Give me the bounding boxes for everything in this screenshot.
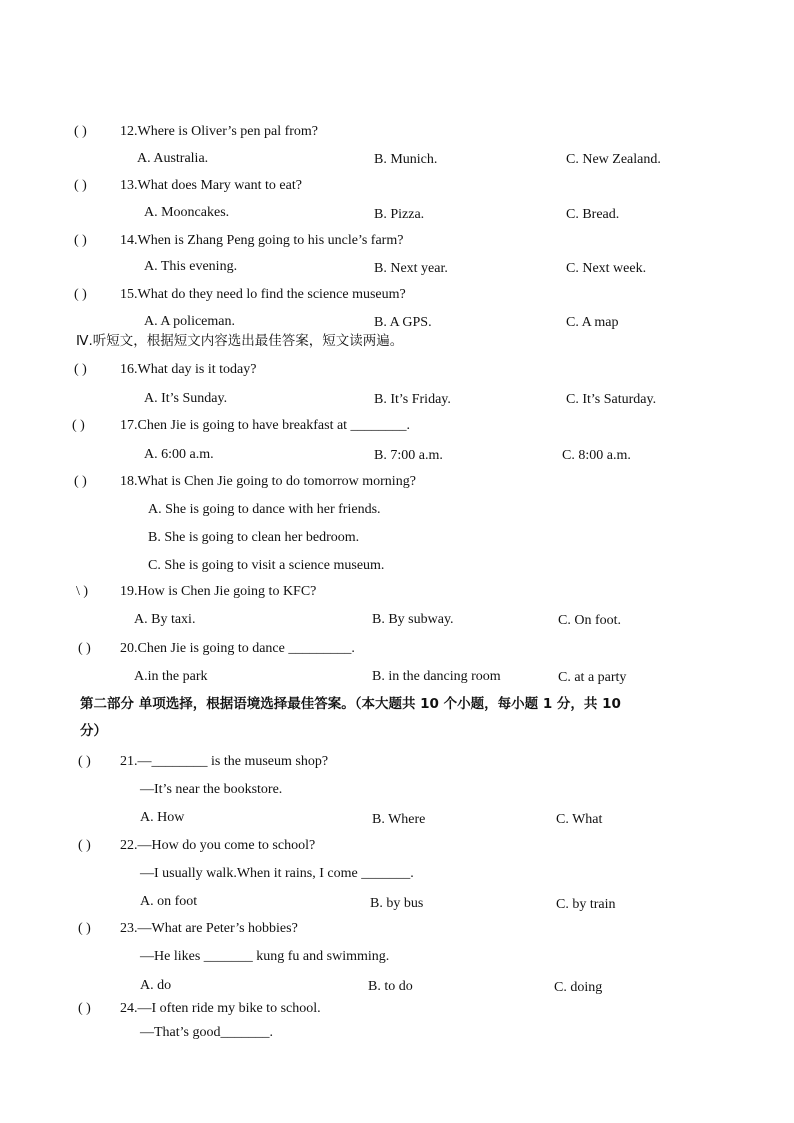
question-stem: Where is Oliver’s pen pal from?	[137, 124, 319, 139]
question-14	[120, 232, 403, 250]
question-20	[120, 640, 355, 658]
dialogue-reply: —It’s near the bookstore.	[140, 782, 283, 797]
option-c: C. A map	[566, 315, 619, 330]
question-number: 12.	[120, 124, 138, 139]
option-a: A.in the park	[134, 669, 208, 684]
question-17	[120, 417, 410, 435]
option-b: B. A GPS.	[374, 315, 432, 330]
option-c: C. at a party	[558, 670, 627, 685]
answer-blank: ( )	[78, 838, 91, 853]
option-a: A. How	[140, 810, 185, 825]
option-b: B. to do	[368, 979, 413, 994]
option-b: B. It’s Friday.	[374, 392, 451, 407]
part-heading-cont: 分）	[80, 723, 107, 739]
question-stem: How is Chen Jie going to KFC?	[137, 584, 317, 599]
dialogue-reply: —I usually walk.When it rains, I come _______.	[140, 866, 414, 881]
answer-blank: ( )	[74, 287, 87, 302]
option-a: A. do	[140, 978, 172, 993]
option-b: B. Where	[372, 812, 426, 827]
question-number: 16.	[120, 362, 138, 377]
question-stem: When is Zhang Peng going to his uncle’s farm?	[137, 233, 404, 248]
question-stem: —I often ride my bike to school.	[137, 1001, 321, 1016]
question-number: 21.	[120, 754, 138, 769]
question-12	[120, 123, 318, 141]
dialogue-reply: —He likes _______ kung fu and swimming.	[140, 949, 390, 964]
option-c: C. On foot.	[558, 613, 621, 628]
question-19	[120, 583, 316, 601]
question-stem: What is Chen Jie going to do tomorrow morning?	[137, 474, 416, 489]
answer-blank: ( )	[78, 1001, 91, 1016]
question-16	[120, 361, 256, 379]
option-b: B. Pizza.	[374, 207, 425, 222]
option-a: A. 6:00 a.m.	[144, 447, 214, 462]
question-number: 19.	[120, 584, 138, 599]
option-c: C. She is going to visit a science museum.	[148, 558, 385, 573]
answer-blank: ( )	[72, 418, 85, 433]
question-number: 14.	[120, 233, 138, 248]
question-stem: Chen Jie is going to have breakfast at ________.	[137, 418, 411, 433]
question-number: 22.	[120, 838, 138, 853]
option-b: B. 7:00 a.m.	[374, 448, 443, 463]
option-c: C. Bread.	[566, 207, 620, 222]
question-stem: What day is it today?	[137, 362, 257, 377]
answer-blank: ( )	[74, 124, 87, 139]
question-number: 13.	[120, 178, 138, 193]
question-stem: Chen Jie is going to dance _________.	[137, 641, 355, 656]
question-23	[120, 920, 298, 938]
answer-blank: ( )	[78, 921, 91, 936]
question-number: 15.	[120, 287, 138, 302]
part-heading: 第二部分 单项选择，根据语境选择最佳答案。（本大题共 10 个小题，每小题 1 分，共 10	[80, 696, 621, 712]
section-heading: Ⅳ.听短文，根据短文内容选出最佳答案，短文读两遍。	[76, 333, 404, 349]
option-a: A. This evening.	[144, 259, 238, 274]
option-b: B. by bus	[370, 896, 424, 911]
answer-blank: ( )	[78, 641, 91, 656]
option-a: A. Australia.	[137, 151, 209, 166]
question-stem: —What are Peter’s hobbies?	[137, 921, 298, 936]
question-stem: What does Mary want to eat?	[137, 178, 302, 193]
question-stem: What do they need lo find the science museum?	[137, 287, 406, 302]
option-c: C. Next week.	[566, 261, 647, 276]
question-number: 20.	[120, 641, 138, 656]
option-a: A. By taxi.	[134, 612, 196, 627]
question-number: 17.	[120, 418, 138, 433]
option-a: A. Mooncakes.	[144, 205, 230, 220]
option-a: A. She is going to dance with her friends.	[148, 502, 381, 517]
question-number: 24.	[120, 1001, 138, 1016]
question-stem: —________ is the museum shop?	[137, 754, 329, 769]
answer-blank: ( )	[78, 754, 91, 769]
answer-blank: ( )	[74, 178, 87, 193]
answer-blank: ( )	[74, 362, 87, 377]
option-c: C. It’s Saturday.	[566, 392, 657, 407]
answer-blank: ( )	[74, 233, 87, 248]
option-a: A. It’s Sunday.	[144, 391, 228, 406]
option-c: C. doing	[554, 980, 603, 995]
option-b: B. Munich.	[374, 152, 438, 167]
question-13	[120, 177, 302, 195]
option-c: C. by train	[556, 897, 616, 912]
question-18	[120, 473, 416, 491]
answer-blank: ( )	[74, 474, 87, 489]
question-24	[120, 1000, 321, 1018]
question-number: 18.	[120, 474, 138, 489]
answer-blank: \ )	[76, 584, 89, 599]
option-b: B. in the dancing room	[372, 669, 501, 684]
option-c: C. New Zealand.	[566, 152, 661, 167]
option-a: A. A policeman.	[144, 314, 235, 329]
question-21	[120, 753, 328, 771]
option-c: C. 8:00 a.m.	[562, 448, 631, 463]
option-a: A. on foot	[140, 894, 198, 909]
option-c: C. What	[556, 812, 603, 827]
option-b: B. She is going to clean her bedroom.	[148, 530, 360, 545]
question-15	[120, 286, 406, 304]
question-number: 23.	[120, 921, 138, 936]
dialogue-reply: —That’s good_______.	[140, 1025, 273, 1040]
question-stem: —How do you come to school?	[137, 838, 316, 853]
question-22	[120, 837, 315, 855]
option-b: B. Next year.	[374, 261, 448, 276]
option-b: B. By subway.	[372, 612, 454, 627]
